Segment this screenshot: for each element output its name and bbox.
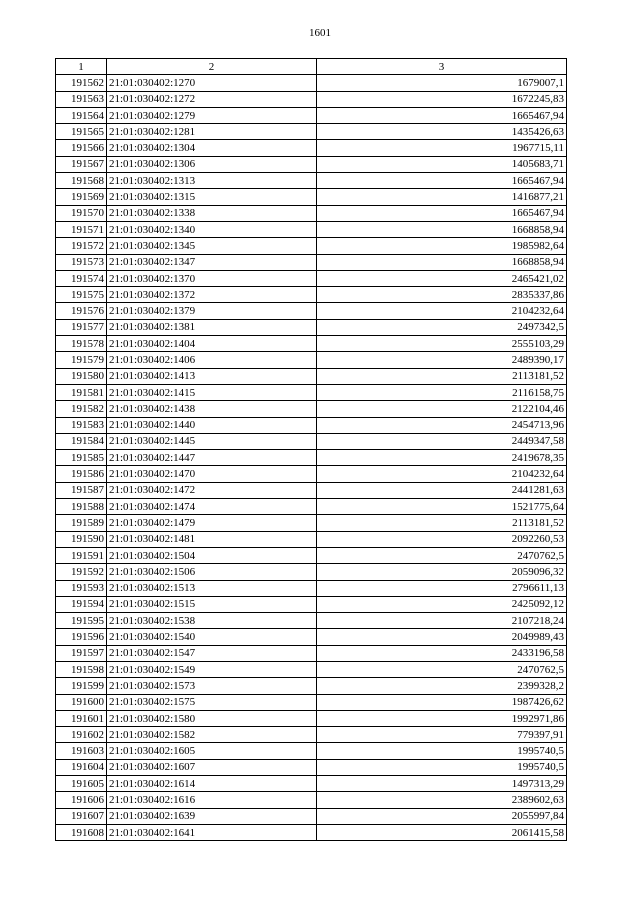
row-number-cell: 191595	[56, 613, 107, 629]
row-number-cell: 191593	[56, 580, 107, 596]
row-number-cell: 191578	[56, 336, 107, 352]
row-number-cell: 191590	[56, 531, 107, 547]
value-cell: 2433196,58	[317, 645, 567, 661]
table-row	[56, 482, 567, 498]
table-row	[56, 75, 567, 91]
value-cell: 2113181,52	[317, 515, 567, 531]
table-row	[56, 384, 567, 400]
cadastral-number-cell: 21:01:030402:1575	[107, 694, 317, 710]
table-row	[56, 759, 567, 775]
value-cell: 1987426,62	[317, 694, 567, 710]
table-row	[56, 596, 567, 612]
row-number-cell: 191591	[56, 547, 107, 563]
table-row	[56, 531, 567, 547]
cadastral-number-cell: 21:01:030402:1313	[107, 173, 317, 189]
table-row	[56, 743, 567, 759]
value-cell: 2555103,29	[317, 336, 567, 352]
value-cell: 2113181,52	[317, 368, 567, 384]
table-row	[56, 547, 567, 563]
row-number-cell: 191598	[56, 661, 107, 677]
value-cell: 2835337,86	[317, 287, 567, 303]
value-cell: 1967715,11	[317, 140, 567, 156]
cadastral-number-cell: 21:01:030402:1340	[107, 221, 317, 237]
cadastral-number-cell: 21:01:030402:1472	[107, 482, 317, 498]
table-row	[56, 189, 567, 205]
row-number-cell: 191564	[56, 107, 107, 123]
table-header	[56, 59, 567, 75]
table-row	[56, 808, 567, 824]
row-number-cell: 191562	[56, 75, 107, 91]
cadastral-number-cell: 21:01:030402:1413	[107, 368, 317, 384]
table-row	[56, 270, 567, 286]
cadastral-number-cell: 21:01:030402:1381	[107, 319, 317, 335]
row-number-cell: 191568	[56, 173, 107, 189]
cadastral-number-cell: 21:01:030402:1470	[107, 466, 317, 482]
value-cell: 2059096,32	[317, 564, 567, 580]
table-row	[56, 417, 567, 433]
row-number-cell: 191575	[56, 287, 107, 303]
row-number-cell: 191584	[56, 433, 107, 449]
table-row	[56, 173, 567, 189]
row-number-cell: 191605	[56, 776, 107, 792]
table-row	[56, 466, 567, 482]
row-number-cell: 191579	[56, 352, 107, 368]
table-row	[56, 433, 567, 449]
row-number-cell: 191587	[56, 482, 107, 498]
table-row	[56, 124, 567, 140]
cadastral-number-cell: 21:01:030402:1445	[107, 433, 317, 449]
value-cell: 2104232,64	[317, 303, 567, 319]
table-row	[56, 352, 567, 368]
column-header-2: 2	[107, 59, 317, 75]
row-number-cell: 191592	[56, 564, 107, 580]
cadastral-number-cell: 21:01:030402:1474	[107, 499, 317, 515]
value-cell: 1665467,94	[317, 107, 567, 123]
table-row	[56, 580, 567, 596]
cadastral-number-cell: 21:01:030402:1605	[107, 743, 317, 759]
table-row	[56, 613, 567, 629]
table-row	[56, 368, 567, 384]
cadastral-number-cell: 21:01:030402:1580	[107, 710, 317, 726]
value-cell: 2489390,17	[317, 352, 567, 368]
table-row	[56, 792, 567, 808]
cadastral-number-cell: 21:01:030402:1506	[107, 564, 317, 580]
cadastral-number-cell: 21:01:030402:1481	[107, 531, 317, 547]
row-number-cell: 191570	[56, 205, 107, 221]
table-row	[56, 156, 567, 172]
value-cell: 1992971,86	[317, 710, 567, 726]
row-number-cell: 191597	[56, 645, 107, 661]
table-row	[56, 661, 567, 677]
cadastral-number-cell: 21:01:030402:1338	[107, 205, 317, 221]
cadastral-number-cell: 21:01:030402:1379	[107, 303, 317, 319]
table-row	[56, 629, 567, 645]
table-row	[56, 401, 567, 417]
cadastral-number-cell: 21:01:030402:1347	[107, 254, 317, 270]
row-number-cell: 191588	[56, 499, 107, 515]
row-number-cell: 191606	[56, 792, 107, 808]
value-cell: 1665467,94	[317, 173, 567, 189]
row-number-cell: 191576	[56, 303, 107, 319]
table-row	[56, 450, 567, 466]
table-row	[56, 776, 567, 792]
value-cell: 1668858,94	[317, 254, 567, 270]
row-number-cell: 191607	[56, 808, 107, 824]
value-cell: 2465421,02	[317, 270, 567, 286]
table-row	[56, 287, 567, 303]
row-number-cell: 191569	[56, 189, 107, 205]
table-row	[56, 824, 567, 840]
value-cell: 2049989,43	[317, 629, 567, 645]
value-cell: 2092260,53	[317, 531, 567, 547]
value-cell: 2497342,5	[317, 319, 567, 335]
cadastral-number-cell: 21:01:030402:1607	[107, 759, 317, 775]
registry-table	[55, 58, 567, 841]
row-number-cell: 191602	[56, 727, 107, 743]
cadastral-number-cell: 21:01:030402:1415	[107, 384, 317, 400]
cadastral-number-cell: 21:01:030402:1538	[107, 613, 317, 629]
table-row	[56, 91, 567, 107]
row-number-cell: 191581	[56, 384, 107, 400]
value-cell: 2055997,84	[317, 808, 567, 824]
cadastral-number-cell: 21:01:030402:1547	[107, 645, 317, 661]
value-cell: 2425092,12	[317, 596, 567, 612]
value-cell: 2441281,63	[317, 482, 567, 498]
table-row	[56, 319, 567, 335]
page-number: 1601	[309, 27, 331, 39]
table-row	[56, 303, 567, 319]
header-row	[56, 59, 567, 75]
cadastral-number-cell: 21:01:030402:1370	[107, 270, 317, 286]
row-number-cell: 191577	[56, 319, 107, 335]
value-cell: 1672245,83	[317, 91, 567, 107]
table-row	[56, 499, 567, 515]
value-cell: 1435426,63	[317, 124, 567, 140]
value-cell: 2419678,35	[317, 450, 567, 466]
value-cell: 1995740,5	[317, 743, 567, 759]
value-cell: 2061415,58	[317, 824, 567, 840]
value-cell: 2122104,46	[317, 401, 567, 417]
table-row	[56, 205, 567, 221]
value-cell: 1497313,29	[317, 776, 567, 792]
row-number-cell: 191573	[56, 254, 107, 270]
value-cell: 2107218,24	[317, 613, 567, 629]
value-cell: 1416877,21	[317, 189, 567, 205]
cadastral-number-cell: 21:01:030402:1549	[107, 661, 317, 677]
row-number-cell: 191596	[56, 629, 107, 645]
cadastral-number-cell: 21:01:030402:1270	[107, 75, 317, 91]
cadastral-number-cell: 21:01:030402:1573	[107, 678, 317, 694]
value-cell: 2449347,58	[317, 433, 567, 449]
value-cell: 1405683,71	[317, 156, 567, 172]
row-number-cell: 191565	[56, 124, 107, 140]
cadastral-number-cell: 21:01:030402:1438	[107, 401, 317, 417]
value-cell: 2454713,96	[317, 417, 567, 433]
table-row	[56, 710, 567, 726]
cadastral-number-cell: 21:01:030402:1304	[107, 140, 317, 156]
row-number-cell: 191601	[56, 710, 107, 726]
table-row	[56, 694, 567, 710]
row-number-cell: 191604	[56, 759, 107, 775]
table-row	[56, 645, 567, 661]
table-row	[56, 678, 567, 694]
value-cell: 2389602,63	[317, 792, 567, 808]
row-number-cell: 191583	[56, 417, 107, 433]
cadastral-number-cell: 21:01:030402:1616	[107, 792, 317, 808]
cadastral-number-cell: 21:01:030402:1306	[107, 156, 317, 172]
table-body	[56, 75, 567, 841]
cadastral-number-cell: 21:01:030402:1281	[107, 124, 317, 140]
cadastral-number-cell: 21:01:030402:1272	[107, 91, 317, 107]
value-cell: 2399328,2	[317, 678, 567, 694]
row-number-cell: 191600	[56, 694, 107, 710]
cadastral-number-cell: 21:01:030402:1440	[107, 417, 317, 433]
row-number-cell: 191580	[56, 368, 107, 384]
cadastral-number-cell: 21:01:030402:1406	[107, 352, 317, 368]
value-cell: 1665467,94	[317, 205, 567, 221]
row-number-cell: 191586	[56, 466, 107, 482]
table-row	[56, 140, 567, 156]
cadastral-number-cell: 21:01:030402:1279	[107, 107, 317, 123]
row-number-cell: 191567	[56, 156, 107, 172]
row-number-cell: 191608	[56, 824, 107, 840]
table-row	[56, 564, 567, 580]
cadastral-number-cell: 21:01:030402:1479	[107, 515, 317, 531]
row-number-cell: 191585	[56, 450, 107, 466]
column-header-3: 3	[317, 59, 567, 75]
row-number-cell: 191574	[56, 270, 107, 286]
cadastral-number-cell: 21:01:030402:1315	[107, 189, 317, 205]
value-cell: 1521775,64	[317, 499, 567, 515]
value-cell: 2116158,75	[317, 384, 567, 400]
value-cell: 2796611,13	[317, 580, 567, 596]
value-cell: 1679007,1	[317, 75, 567, 91]
cadastral-number-cell: 21:01:030402:1641	[107, 824, 317, 840]
cadastral-number-cell: 21:01:030402:1504	[107, 547, 317, 563]
row-number-cell: 191582	[56, 401, 107, 417]
value-cell: 2104232,64	[317, 466, 567, 482]
value-cell: 2470762,5	[317, 547, 567, 563]
row-number-cell: 191572	[56, 238, 107, 254]
table-row	[56, 254, 567, 270]
cadastral-number-cell: 21:01:030402:1540	[107, 629, 317, 645]
cadastral-number-cell: 21:01:030402:1582	[107, 727, 317, 743]
cadastral-number-cell: 21:01:030402:1515	[107, 596, 317, 612]
cadastral-number-cell: 21:01:030402:1372	[107, 287, 317, 303]
row-number-cell: 191589	[56, 515, 107, 531]
row-number-cell: 191563	[56, 91, 107, 107]
cadastral-number-cell: 21:01:030402:1614	[107, 776, 317, 792]
cadastral-number-cell: 21:01:030402:1447	[107, 450, 317, 466]
table-row	[56, 515, 567, 531]
value-cell: 2470762,5	[317, 661, 567, 677]
value-cell: 1668858,94	[317, 221, 567, 237]
row-number-cell: 191594	[56, 596, 107, 612]
row-number-cell: 191566	[56, 140, 107, 156]
value-cell: 779397,91	[317, 727, 567, 743]
row-number-cell: 191603	[56, 743, 107, 759]
value-cell: 1995740,5	[317, 759, 567, 775]
cadastral-number-cell: 21:01:030402:1513	[107, 580, 317, 596]
table-row	[56, 727, 567, 743]
column-header-1: 1	[56, 59, 107, 75]
table-row	[56, 107, 567, 123]
table-row	[56, 238, 567, 254]
cadastral-number-cell: 21:01:030402:1639	[107, 808, 317, 824]
value-cell: 1985982,64	[317, 238, 567, 254]
cadastral-number-cell: 21:01:030402:1404	[107, 336, 317, 352]
row-number-cell: 191599	[56, 678, 107, 694]
cadastral-number-cell: 21:01:030402:1345	[107, 238, 317, 254]
row-number-cell: 191571	[56, 221, 107, 237]
table-row	[56, 221, 567, 237]
table-row	[56, 336, 567, 352]
